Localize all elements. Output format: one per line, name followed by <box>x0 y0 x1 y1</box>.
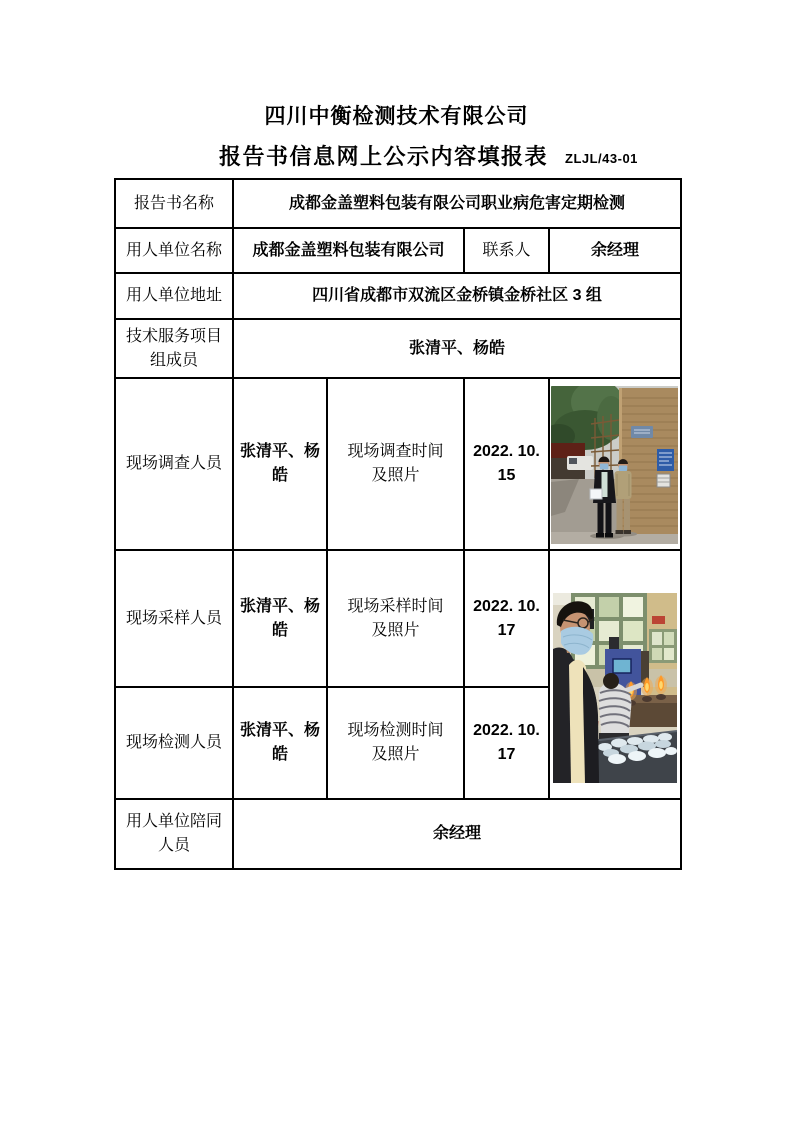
site-survey-time-label: 现场调查时间及照片 <box>347 443 444 484</box>
row-escort <box>115 799 681 869</box>
factory-gate-site-survey-photo <box>551 386 678 544</box>
site-survey-personnel-cell <box>233 378 327 550</box>
site-testing-personnel: 张清平、杨皓 <box>239 722 320 763</box>
site-testing-personnel-cell <box>233 687 327 799</box>
site-sampling-time-label-cell <box>327 550 464 687</box>
workshop-photo-cell <box>549 550 681 799</box>
row-project-team <box>115 319 681 378</box>
report-name-label: 报告书名称 <box>133 194 214 212</box>
employer-name-value: 成都金盖塑料包装有限公司 <box>233 228 464 273</box>
employer-address-label: 用人单位地址 <box>125 287 222 304</box>
escort-label-cell <box>115 799 233 869</box>
row-report-name <box>115 179 681 228</box>
report-info-table <box>114 178 682 870</box>
form-title: 报告书信息网上公示内容填报表 <box>218 144 548 169</box>
site-sampling-time-label: 现场采样时间及照片 <box>347 597 444 639</box>
contact-label: 联系人 <box>464 228 549 273</box>
site-testing-time-label: 现场检测时间及照片 <box>347 722 444 763</box>
workshop-sampling-testing-photo <box>553 593 677 783</box>
site-sampling-label-cell <box>115 550 233 687</box>
escort-value: 余经理 <box>233 799 681 869</box>
project-team-label-cell <box>115 319 233 378</box>
site-survey-personnel: 张清平、杨皓 <box>239 443 320 484</box>
project-team-label: 技术服务项目组成员 <box>125 327 222 369</box>
row-employer-name <box>115 228 681 273</box>
site-survey-label: 现场调查人员 <box>125 455 222 472</box>
site-sampling-date: 2022. 10. 17 <box>464 550 549 687</box>
row-site-survey <box>115 378 681 550</box>
site-survey-photo-cell <box>549 378 681 550</box>
site-sampling-personnel: 张清平、杨皓 <box>239 597 320 639</box>
contact-value: 余经理 <box>549 228 681 273</box>
site-testing-date: 2022. 10. 17 <box>464 687 549 799</box>
employer-address-label-cell <box>115 273 233 319</box>
employer-name-label-cell <box>115 228 233 273</box>
escort-label: 用人单位陪同人员 <box>125 813 222 854</box>
site-testing-label-cell <box>115 687 233 799</box>
row-site-sampling <box>115 550 681 687</box>
company-title: 四川中衡检测技术有限公司 <box>264 105 529 128</box>
report-name-label-cell <box>115 179 233 228</box>
site-sampling-label: 现场采样人员 <box>125 609 222 627</box>
site-testing-label: 现场检测人员 <box>125 734 222 751</box>
report-name-value: 成都金盖塑料包装有限公司职业病危害定期检测 <box>233 179 681 228</box>
site-survey-time-label-cell <box>327 378 464 550</box>
site-sampling-personnel-cell <box>233 550 327 687</box>
employer-address-value: 四川省成都市双流区金桥镇金桥社区 3 组 <box>233 273 681 319</box>
site-survey-label-cell <box>115 378 233 550</box>
employer-name-label: 用人单位名称 <box>125 241 222 259</box>
form-code: ZLJL/43-01 <box>565 151 638 166</box>
site-testing-time-label-cell <box>327 687 464 799</box>
project-team-value: 张清平、杨皓 <box>233 319 681 378</box>
row-employer-address <box>115 273 681 319</box>
site-survey-date: 2022. 10. 15 <box>464 378 549 550</box>
